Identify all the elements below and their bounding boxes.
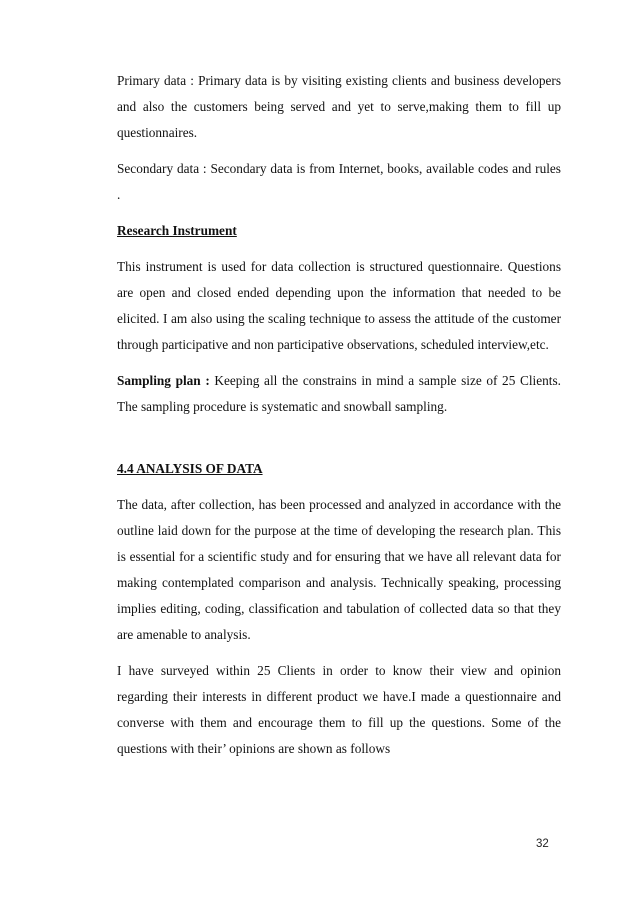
- primary-data-paragraph: Primary data : Primary data is by visiting existing clients and business developers and also the customers being served and yet to serve,making them to fill up questionnaires.: [117, 73, 561, 140]
- sampling-plan-paragraph: [117, 368, 561, 420]
- document-page: [117, 68, 561, 772]
- sampling-plan-text: Keeping all the constrains in mind a sample size of 25 Clients. The sampling procedure is systematic and snowball sampling.: [117, 373, 561, 414]
- analysis-of-data-heading: 4.4 ANALYSIS OF DATA: [117, 461, 263, 476]
- research-instrument-heading: Research Instrument: [117, 223, 237, 238]
- secondary-data-paragraph: Secondary data : Secondary data is from Internet, books, available codes and rules .: [117, 161, 561, 202]
- analysis-paragraph-1: The data, after collection, has been processed and analyzed in accordance with the outline laid down for the purpose at the time of developing the research plan. This is essential for a scientific study and for ensuring that we have all relevant data for making contemplated comparison and analysis. Technically speaking, processing implies editing, coding, classification and tabulation of collected data so that they are amenable to analysis.: [117, 497, 561, 642]
- sampling-plan-label: Sampling plan :: [117, 373, 210, 388]
- page-number: 32: [536, 838, 549, 850]
- analysis-paragraph-2: I have surveyed within 25 Clients in order to know their view and opinion regarding their interests in different product we have.I made a questionnaire and converse with them and encourage them to fill up the questions. Some of the questions with their’ opinions are shown as follows: [117, 663, 561, 756]
- research-instrument-paragraph: This instrument is used for data collection is structured questionnaire. Questions are open and closed ended depending upon the information that needed to be elicited. I am also using the scaling technique to assess the attitude of the customer through participative and non participative observations, scheduled interview,etc.: [117, 259, 561, 352]
